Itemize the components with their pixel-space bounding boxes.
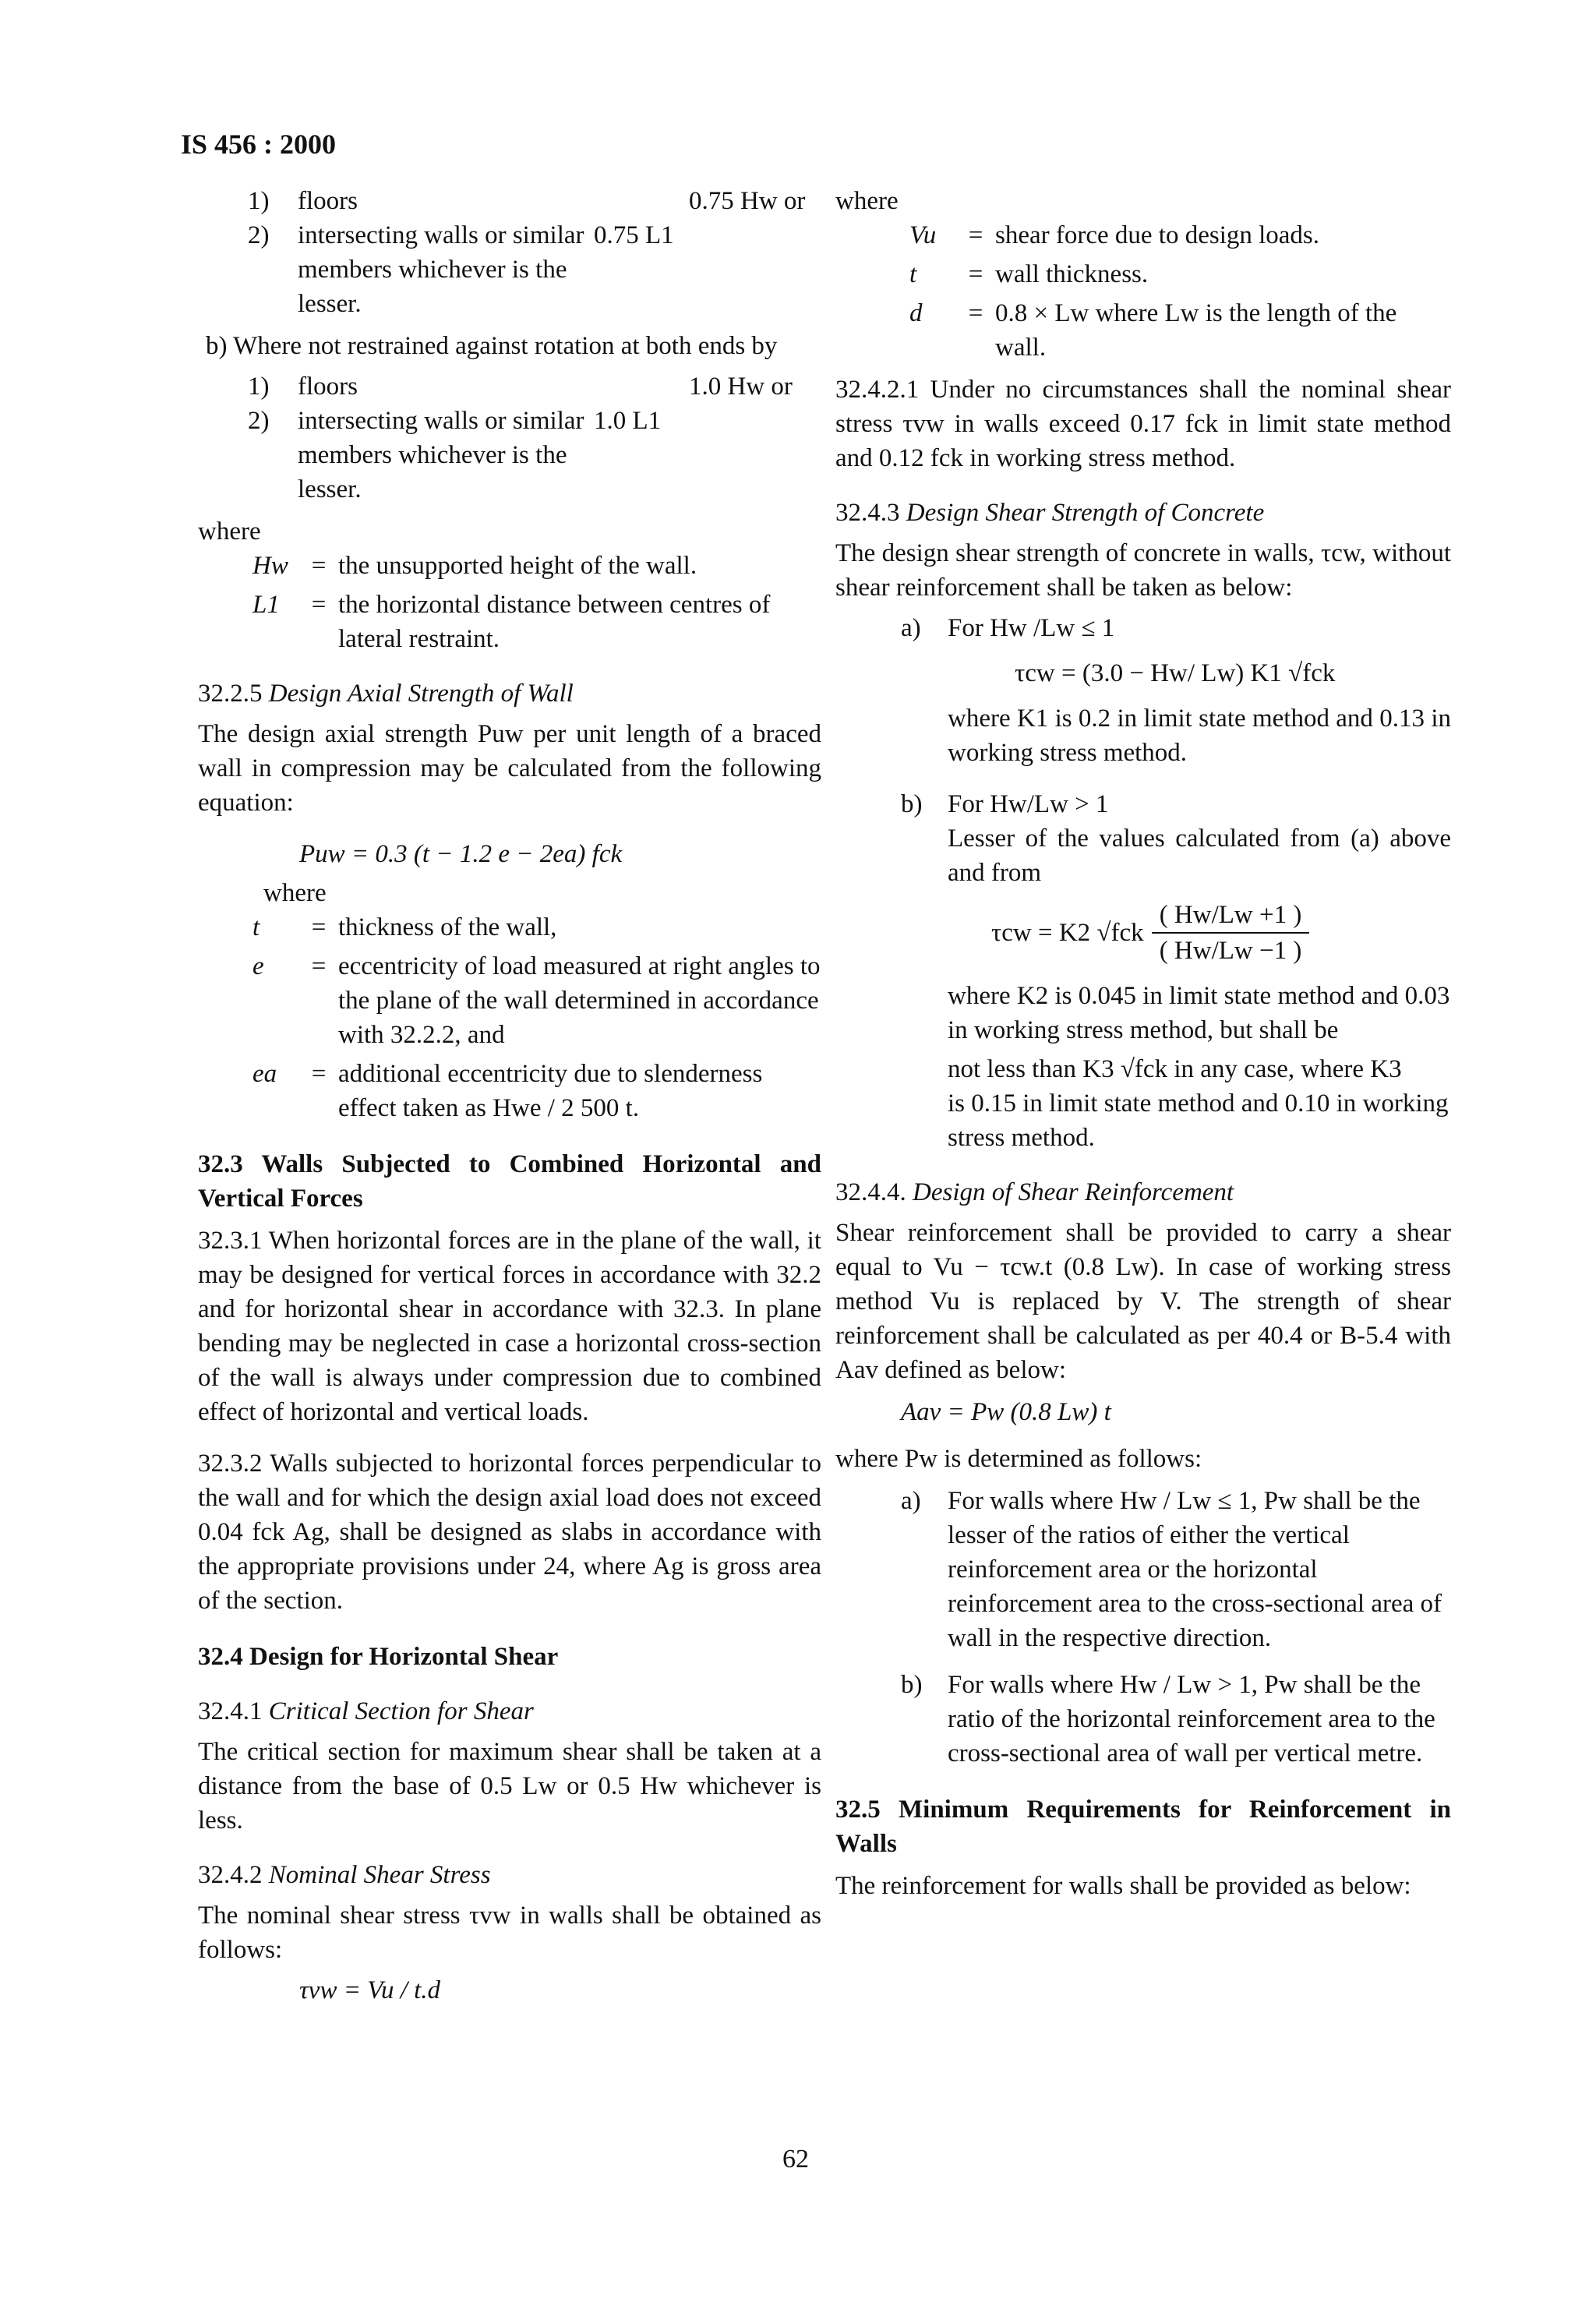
section-32-2-5-text: The design axial strength Puw per unit length of a braced wall in compression may be calculated from the following equation: <box>198 720 821 817</box>
section-32-4-4-heading: 32.4.4. Design of Shear Reinforcement <box>835 1178 1234 1206</box>
definition: Hw = the unsupported height of the wall. <box>252 552 697 580</box>
section-32-3-1: 32.3.1 When horizontal forces are in the plane of the wall, it may be designed for vertical forces in accordance with 32.2 and for horizontal shear in accordance with 32.3. In plane bending may be neglected in case a horizontal cross-section of the wall is always under compression due to combined effect of horizontal and vertical loads. <box>198 1227 821 1426</box>
pw-list <box>901 1484 1451 1771</box>
equation-aav: Aav = Pw (0.8 Lw) t <box>901 1398 1111 1426</box>
list-item: 1) floors 0.75 Hw or <box>248 187 806 215</box>
list-item: b) For walls where Hw / Lw > 1, Pw shall be the ratio of the horizontal reinforcement area to the cross-sectional area of wall per vertical metre. <box>901 1671 1435 1767</box>
section-32-4-3-text: The design shear strength of concrete in walls, τcw, without shear reinforcement shall be taken as below: <box>835 539 1451 602</box>
definition: e = eccentricity of load measured at right angles to the plane of the wall determined in accordance with 32.2.2, and <box>252 952 821 1049</box>
definitions-2 <box>252 910 821 1125</box>
where-label: where <box>198 517 261 546</box>
section-32-2-5-heading: 32.2.5 Design Axial Strength of Wall <box>198 680 574 708</box>
section-32-4-3-heading: 32.4.3 Design Shear Strength of Concrete <box>835 499 1265 527</box>
section-32-3-2: 32.3.2 Walls subjected to horizontal forces perpendicular to the wall and for which the design axial load does not exceed 0.04 fck Ag, shall be designed as slabs in accordance with the appropriate provisions under 24, where Ag is gross area of the section. <box>198 1450 821 1615</box>
definition: t = wall thickness. <box>909 260 1149 288</box>
section-32-4-2-1: 32.4.2.1 Under no circumstances shall the nominal shear stress τvw in walls exceed 0.17 fck in limit state method and 0.12 fck in working stress method. <box>835 376 1451 472</box>
right-column <box>835 184 1451 1920</box>
case-b-text: Lesser of the values calculated from (a) above and from <box>948 825 1451 887</box>
definition: L1 = the horizontal distance between centres of lateral restraint. <box>252 591 771 653</box>
section-32-4-1-heading: 32.4.1 Critical Section for Shear <box>198 1697 534 1725</box>
where-label: where <box>835 187 899 215</box>
left-column <box>198 184 821 2008</box>
definition: ea = additional eccentricity due to slenderness effect taken as Hwe / 2 500 t. <box>252 1060 763 1122</box>
definition: t = thickness of the wall, <box>252 913 557 941</box>
restraint-list-a <box>248 184 821 321</box>
section-32-5-heading: 32.5 Minimum Requirements for Reinforcement in Walls <box>835 1796 1451 1858</box>
section-32-5-text: The reinforcement for walls shall be provided as below: <box>835 1872 1411 1900</box>
equation-puw: Puw = 0.3 (t − 1.2 e − 2ea) fck <box>299 840 623 868</box>
page-number: 62 <box>782 2145 809 2174</box>
section-32-4-heading: 32.4 Design for Horizontal Shear <box>198 1643 559 1671</box>
case-a: a) For Hw /Lw ≤ 1 <box>901 614 1115 642</box>
list-item: 1) floors 1.0 Hw or <box>248 373 793 401</box>
section-32-4-1-text: The critical section for maximum shear shall be taken at a distance from the base of 0.5 Lw or 0.5 Hw whichever is less. <box>198 1738 821 1835</box>
case-b-note: where K2 is 0.045 in limit state method and 0.03 in working stress method, but shall be not less than K3 √fck in any case, where K3 is 0.15 in limit state method and 0.10 in working stress method. <box>948 982 1450 1152</box>
section-32-3-heading: 32.3 Walls Subjected to Combined Horizontal and Vertical Forces <box>198 1150 821 1213</box>
section-32-4-2-heading: 32.4.2 Nominal Shear Stress <box>198 1861 491 1889</box>
standard-header: IS 456 : 2000 <box>181 129 337 160</box>
restraint-list-b <box>248 369 821 507</box>
section-32-4-2-text: The nominal shear stress τvw in walls shall be obtained as follows: <box>198 1902 821 1964</box>
case-a-note: where K1 is 0.2 in limit state method and 0.13 in working stress method. <box>948 704 1451 767</box>
list-item: a) For walls where Hw / Lw ≤ 1, Pw shall be the lesser of the ratios of either the vertical reinforcement area or the horizontal reinforcement area to the cross-sectional area of wall in the respective direction. <box>901 1487 1442 1652</box>
equation-tvw: τvw = Vu / t.d <box>299 1976 441 2004</box>
where-label: where <box>263 879 327 907</box>
list-item: 2) intersecting walls or similar members whichever is the lesser. 0.75 L1 <box>248 221 674 318</box>
case-b: b) For Hw/Lw > 1 <box>901 790 1109 818</box>
equation-tcw-b: τcw = K2 √fck $\frac{( Hw/Lw +1 )}{( Hw/Lw -1 )}$ <box>991 898 1451 968</box>
definitions-3 <box>909 218 1451 365</box>
equation-tcw-a: τcw = (3.0 − Hw/ Lw) K1 √fck <box>1015 659 1336 687</box>
list-item: 2) intersecting walls or similar members whichever is the lesser. 1.0 L1 <box>248 407 662 503</box>
definition: d = 0.8 × Lw where Lw is the length of the wall. <box>909 299 1397 362</box>
b-clause: b) Where not restrained against rotation at both ends by <box>206 332 778 360</box>
definition: Vu = shear force due to design loads. <box>909 221 1320 249</box>
definitions-1 <box>252 549 821 656</box>
section-32-4-4-text: Shear reinforcement shall be provided to carry a shear equal to Vu − τcw.t (0.8 Lw). In case of working stress method Vu is replaced by V. The strength of shear reinforcement shall be calculated as per 40.4 or B-5.4 with Aav defined as below: <box>835 1219 1451 1384</box>
pw-text: where Pw is determined as follows: <box>835 1445 1202 1473</box>
fraction: $\frac{( Hw/Lw +1 )}{( Hw/Lw -1 )}$ <box>1152 898 1310 968</box>
